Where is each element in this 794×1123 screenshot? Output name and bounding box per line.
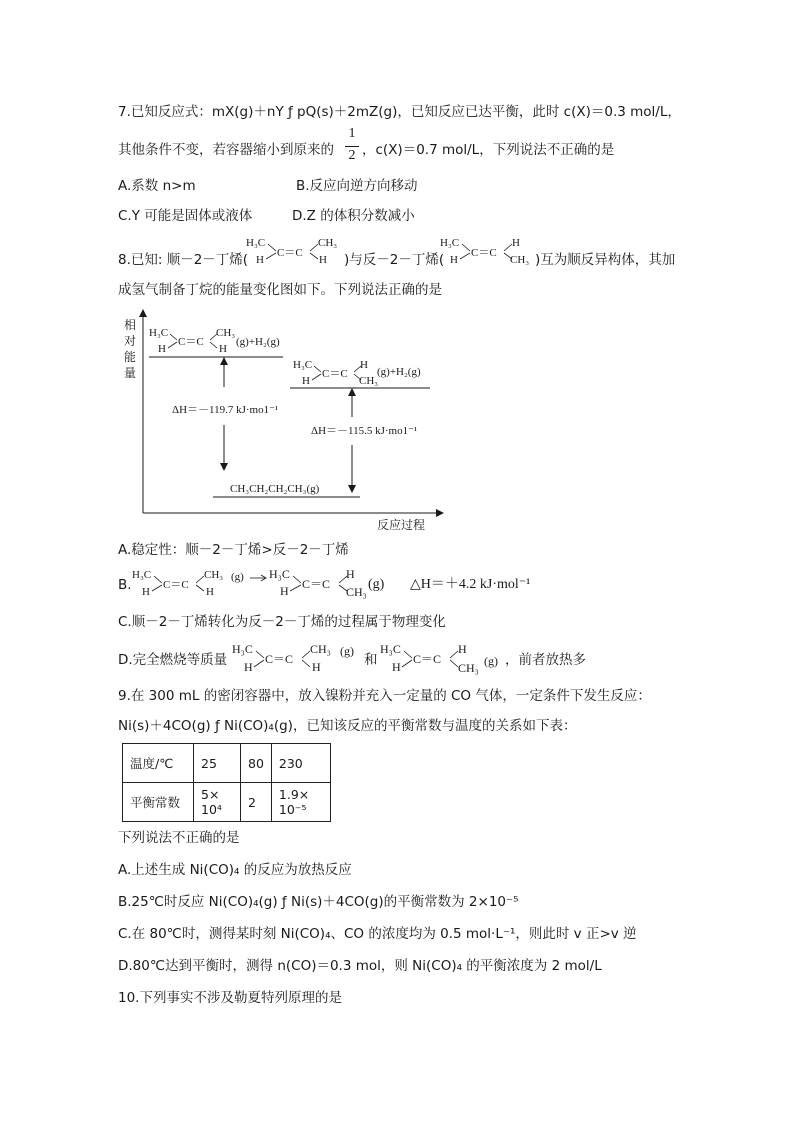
q8-line1b: )与反－2－丁烯( — [344, 252, 445, 268]
x-axis-label: 反应过程 — [377, 518, 426, 532]
struct-group: H — [512, 237, 520, 249]
q7-option-d: D.Z 的体积分数减小 — [292, 208, 415, 224]
svg-text:H: H — [360, 359, 368, 371]
trans-2-butene-structure — [440, 234, 540, 268]
struct-group: H — [450, 254, 458, 266]
q8-line1a: 8.已知: 顺－2－丁烯( — [118, 252, 249, 268]
cis-level-label — [149, 327, 280, 355]
svg-text:(g): (g) — [484, 654, 498, 668]
q9-line2: Ni(s)＋4CO(g) ƒ Ni(CO)₄(g)，已知该反应的平衡常数与温度的关系如下表： — [118, 718, 577, 734]
q8-option-b-equation — [132, 566, 402, 600]
svg-text:C＝C: C＝C — [178, 336, 204, 348]
q9-option-c: C.在 80℃时，测得某时刻 Ni(CO)₄、CO 的浓度均为 0.5 mol·L⁻¹，则此时 v 正>v 逆 — [118, 926, 637, 942]
table-row — [123, 783, 331, 822]
svg-text:H₃C: H₃C — [293, 359, 313, 371]
q7-option-a: A.系数 n>m — [118, 178, 196, 194]
delta-h-right: ΔH＝－115.5 kJ·mo1⁻¹ — [311, 425, 418, 437]
svg-text:H: H — [142, 586, 150, 598]
svg-text:H: H — [158, 343, 166, 355]
energy-diagram — [115, 305, 445, 533]
svg-text:H: H — [312, 660, 321, 674]
q8-option-a: A.稳定性：顺－2－丁烯>反－2－丁烯 — [118, 542, 349, 558]
q7-fraction — [345, 126, 359, 170]
struct-group: H — [256, 254, 264, 266]
q7-option-c: C.Y 可能是固体或液体 — [118, 208, 253, 224]
q7-line1: 7.已知反应式：mX(g)＋nY ƒ pQ(s)＋2mZ(g)，已知反应已达平衡，此时 c(X)＝0.3 mol/L， — [118, 104, 681, 120]
y-axis-label-char: 量 — [124, 366, 137, 380]
svg-text:H₃C: H₃C — [269, 567, 290, 581]
fraction-bar — [345, 146, 359, 147]
svg-text:(g): (g) — [231, 571, 244, 583]
table-cell: 80 — [241, 744, 272, 783]
q8-option-d-trans-structure — [380, 640, 515, 676]
y-axis-label-char: 对 — [124, 334, 137, 348]
fraction-denominator: 2 — [348, 148, 356, 163]
q9-option-d: D.80℃达到平衡时，测得 n(CO)＝0.3 mol，则 Ni(CO)₄ 的平衡浓度为 2 mol/L — [118, 958, 602, 974]
svg-text:H: H — [280, 584, 289, 598]
svg-text:C＝C: C＝C — [302, 577, 331, 591]
svg-text:H: H — [458, 642, 467, 656]
table-header-temperature: 温度/℃ — [123, 744, 194, 783]
q9-line1: 9.在 300 mL 的密闭容器中，放入镍粉并充入一定量的 CO 气体，一定条件下发生反应： — [118, 688, 651, 704]
table-cell: 2 — [241, 783, 272, 822]
table-cell: 5× 10⁴ — [194, 783, 241, 822]
table-cell: 25 — [194, 744, 241, 783]
q8-option-c: C.顺－2－丁烯转化为反－2－丁烯的过程属于物理变化 — [118, 614, 446, 630]
svg-text:H₃C: H₃C — [380, 642, 401, 656]
trans-level-label — [293, 359, 421, 387]
svg-text:CH₃: CH₃ — [310, 642, 331, 656]
svg-text:H: H — [346, 567, 355, 581]
q7-line2a: 其他条件不变，若容器缩小到原来的 — [118, 142, 334, 158]
q8-option-b-prefix: B. — [118, 577, 132, 593]
q9-option-b: B.25℃时反应 Ni(CO)₄(g) ƒ Ni(s)＋4CO(g)的平衡常数为 2×10⁻⁵ — [118, 894, 519, 910]
y-axis-label-char: 能 — [124, 350, 137, 364]
delta-h-left: ΔH＝－119.7 kJ·mo1⁻¹ — [172, 404, 279, 416]
q10-line1: 10.下列事实不涉及勒夏特列原理的是 — [118, 990, 342, 1006]
cis-2-butene-structure — [246, 234, 346, 268]
q9-stem: 下列说法不正确的是 — [118, 830, 240, 846]
struct-double-bond: C＝C — [277, 247, 303, 259]
svg-text:CH₃: CH₃ — [216, 327, 236, 339]
svg-text:CH₃: CH₃ — [359, 375, 379, 387]
svg-text:H: H — [206, 586, 214, 598]
svg-text:CH₃: CH₃ — [204, 569, 224, 581]
table-cell: 230 — [271, 744, 330, 783]
q8-line2: 成氢气制备丁烷的能量变化图如下。下列说法正确的是 — [118, 282, 442, 298]
svg-text:H: H — [244, 660, 253, 674]
svg-text:H: H — [392, 660, 401, 674]
struct-group: H₃C — [440, 237, 460, 249]
svg-text:(g)+H₂(g): (g)+H₂(g) — [236, 336, 280, 348]
svg-text:(g)+H₂(g): (g)+H₂(g) — [377, 366, 421, 378]
svg-text:H₃C: H₃C — [132, 569, 152, 581]
svg-text:C＝C: C＝C — [322, 368, 348, 380]
q8-option-b-delta-h: △H＝＋4.2 kJ·mol⁻¹ — [410, 577, 531, 592]
struct-group: CH₃ — [318, 237, 338, 249]
struct-group: H — [319, 254, 327, 266]
struct-group: H₃C — [246, 237, 266, 249]
svg-text:C＝C: C＝C — [265, 652, 294, 666]
q8-option-d-and: 和 — [364, 652, 378, 668]
y-axis-label-char: 相 — [124, 318, 137, 332]
table-header-constant: 平衡常数 — [123, 783, 194, 822]
svg-text:H₃C: H₃C — [149, 327, 169, 339]
q8-option-d-prefix: D.完全燃烧等质量 — [118, 652, 228, 668]
svg-text:CH₃: CH₃ — [458, 661, 479, 675]
struct-group: CH₃ — [510, 254, 530, 266]
fraction-numerator: 1 — [348, 126, 356, 141]
q7-option-b: B.反应向逆方向移动 — [296, 178, 418, 194]
table-row — [123, 744, 331, 783]
equilibrium-table — [122, 743, 331, 822]
q7-line2b: ，c(X)＝0.7 mol/L，下列说法不正确的是 — [362, 142, 615, 158]
product-label: CH₃CH₂CH₂CH₃(g) — [230, 483, 320, 495]
q8-option-d-suffix: ，前者放热多 — [505, 652, 586, 668]
svg-text:(g): (g) — [340, 644, 354, 658]
struct-double-bond: C＝C — [471, 247, 497, 259]
svg-text:C＝C: C＝C — [163, 579, 189, 591]
table-cell: 1.9× 10⁻⁵ — [271, 783, 330, 822]
q8-line1c: )互为顺反异构体，其加 — [535, 252, 676, 268]
svg-text:C＝C: C＝C — [413, 652, 442, 666]
q8-option-b-phase: (g) — [368, 577, 385, 592]
svg-text:H: H — [219, 343, 227, 355]
q9-option-a: A.上述生成 Ni(CO)₄ 的反应为放热反应 — [118, 862, 352, 878]
svg-text:CH₃: CH₃ — [346, 585, 367, 599]
svg-text:H: H — [302, 375, 310, 387]
svg-text:H₃C: H₃C — [232, 642, 253, 656]
q8-option-d-cis-structure — [232, 640, 362, 676]
